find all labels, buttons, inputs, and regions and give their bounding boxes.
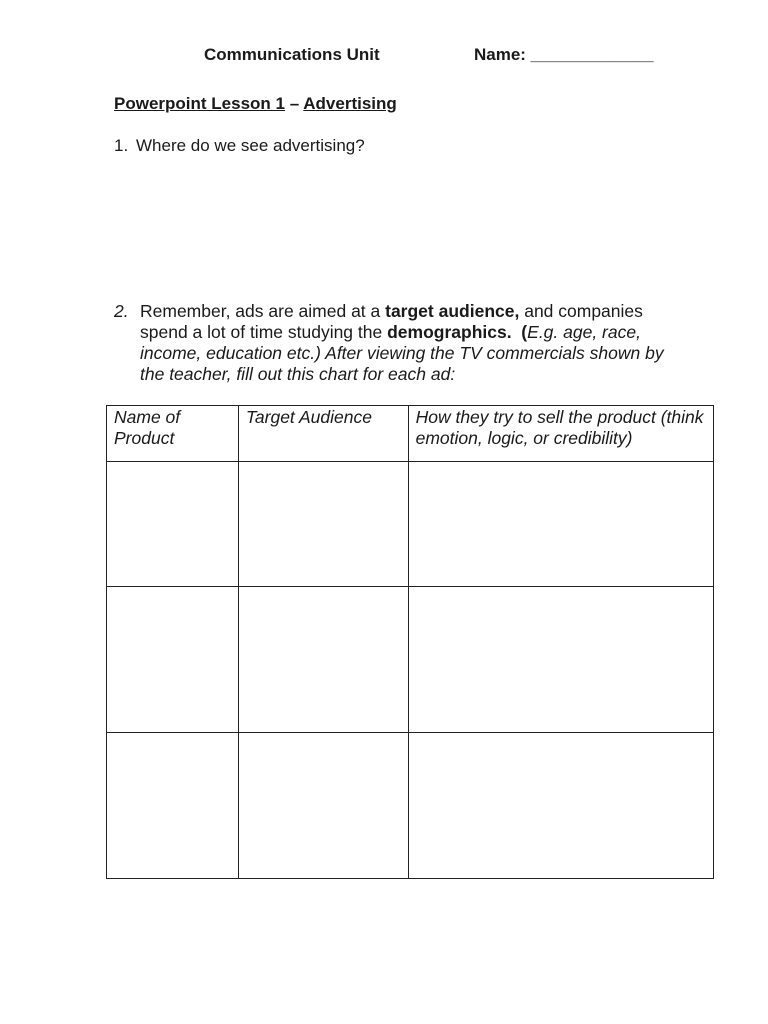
lesson-title [114, 94, 397, 114]
cell-audience[interactable] [238, 462, 408, 587]
table-row [107, 733, 714, 879]
question-1-number: 1. [114, 136, 129, 155]
col-header-product: Name of Product [107, 406, 239, 462]
question-2-number: 2. [114, 301, 129, 321]
cell-audience[interactable] [238, 733, 408, 879]
question-2 [114, 301, 674, 385]
question-2-text [140, 301, 674, 385]
cell-audience[interactable] [238, 587, 408, 733]
cell-product[interactable] [107, 733, 239, 879]
table-row [107, 462, 714, 587]
q2-bold-demographics: demographics. [387, 322, 512, 342]
ad-analysis-table [106, 405, 714, 879]
q2-paren: ( [511, 322, 528, 342]
table-header-row [107, 406, 714, 462]
lesson-dash: – [284, 94, 304, 113]
unit-title: Communications Unit [204, 45, 380, 64]
lesson-part2: Advertising [303, 94, 397, 113]
name-field-label: Name: _____________ [474, 45, 654, 64]
cell-method[interactable] [408, 587, 713, 733]
lesson-part1: Powerpoint Lesson 1 [114, 94, 285, 113]
q2-italic-instructions: E.g. age, race, income, education etc.) After viewing the TV commercials shown by the teacher, fill out this chart for each ad: [140, 322, 664, 384]
q2-bold-target-audience: target audience, [385, 301, 520, 321]
table-row [107, 587, 714, 733]
col-header-method: How they try to sell the product (think emotion, logic, or credibility) [408, 406, 713, 462]
cell-method[interactable] [408, 462, 713, 587]
cell-method[interactable] [408, 733, 713, 879]
question-1-text: Where do we see advertising? [136, 136, 365, 155]
question-1 [114, 136, 365, 156]
cell-product[interactable] [107, 587, 239, 733]
col-header-audience: Target Audience [238, 406, 408, 462]
q2-text-1: Remember, ads are aimed at a [140, 301, 386, 321]
cell-product[interactable] [107, 462, 239, 587]
q2-text-2: and companies spend a lot of time studying the [140, 301, 643, 342]
